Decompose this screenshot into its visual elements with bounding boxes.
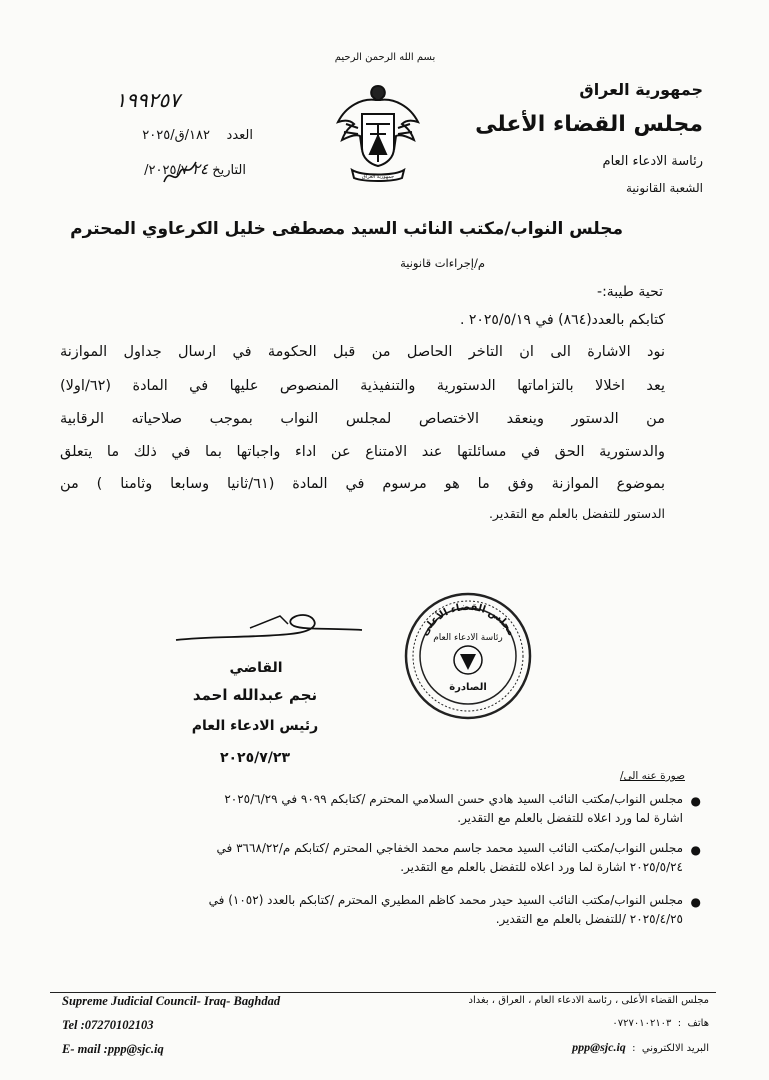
- signature-name: نجم عبدالله احمد: [192, 686, 318, 704]
- footer-ar-email-label: البريد الالكتروني: [641, 1043, 709, 1054]
- country-name: جمهورية العراق: [579, 80, 703, 99]
- seal-bottom-text: الصادرة: [449, 682, 487, 693]
- signature-position: رئيس الادعاء العام: [191, 718, 319, 734]
- body-line: والدستورية الحق في مسائلتها عند الامتناع عن اداء واجباتها بما في ذلك ما يتعلق: [60, 444, 665, 460]
- addressee: مجلس النواب/مكتب النائب السيد مصطفى خليل الكرعاوي المحترم: [70, 219, 623, 239]
- footer-ar-phone: هاتف : ٠٧٢٧٠١٠٢١٠٣: [612, 1018, 709, 1029]
- reference-date-handwritten: ٢٤: [191, 160, 209, 178]
- reference-date-label: التاريخ: [212, 163, 246, 178]
- svg-text:جمهورية العراق: جمهورية العراق: [361, 174, 395, 180]
- greeting: تحية طيبة:-: [597, 284, 663, 300]
- footer-divider: [50, 992, 716, 993]
- basmala: بسم الله الرحمن الرحيم: [334, 52, 436, 63]
- footer-ar-phone-label: هاتف: [687, 1018, 709, 1029]
- reference-number: [88, 128, 253, 143]
- reference-letter: كتابكم بالعدد(٨٦٤) في ٢٠٢٥/٥/١٩ .: [459, 312, 665, 328]
- official-seal-icon: [402, 590, 534, 722]
- presidency-name: رئاسة الادعاء العام: [602, 154, 703, 169]
- cc-item-line1: مجلس النواب/مكتب النائب السيد هادي حسن السلامي المحترم /كتابكم ٩٠٩٩ في ٢٠٢٥/٦/٢٩: [224, 792, 683, 806]
- body-line: من الدستور وينعقد الاختصاص لمجلس النواب بموجب صلاحياته الرقابية: [60, 411, 665, 427]
- handwritten-stamp-number: ١٩٩٢٥٧: [115, 88, 180, 112]
- cc-item-line2: ٢٠٢٥/٥/٢٤ اشارة لما ورد اعلاه للتفضل بالعلم مع التقدير.: [400, 860, 683, 874]
- bullet-icon: ●: [690, 895, 701, 909]
- cc-item: [83, 841, 701, 874]
- footer-ar-email: البريد الالكتروني : ppp@sjc.iq: [572, 1040, 709, 1054]
- body-line: نود الاشارة الى ان التاخر الحاصل من قبل الحكومة في ارسال جداول الموازنة: [60, 344, 665, 360]
- cc-item: [83, 792, 701, 825]
- bullet-icon: ●: [690, 843, 701, 857]
- footer-ar-email-value: ppp@sjc.iq: [572, 1040, 626, 1054]
- cc-item: [83, 893, 701, 926]
- council-name: مجلس القضاء الأعلى: [475, 112, 703, 137]
- signature-scribble-icon: [170, 604, 370, 650]
- cc-item-line1: مجلس النواب/مكتب النائب السيد محمد جاسم محمد الخفاجي المحترم /كتابكم م/٣٦٦٨/٢٢ في: [216, 841, 683, 855]
- footer-ar-phone-value: ٠٧٢٧٠١٠٢١٠٣: [612, 1018, 672, 1029]
- body-line: بموضوع الموازنة وفق ما هو مرسوم في المادة (٦١/ثانيا وسابعا وثامنا ) من: [60, 476, 665, 492]
- body-line: يعد اخلالا بالتزاماتها الدستورية والتنفيذية المنصوص عليها في المادة (٦٢/اولا): [60, 378, 665, 394]
- footer-en-email: E- mail :ppp@sjc.iq: [62, 1042, 164, 1056]
- signature-title: القاضي: [229, 660, 283, 676]
- cc-item-line1: مجلس النواب/مكتب النائب السيد حيدر محمد كاظم المطيري المحترم /كتابكم بالعدد (١٠٥٢) في: [208, 893, 683, 907]
- reference-number-label: العدد: [226, 128, 253, 143]
- seal-top-text: مجلس القضاء الأعلى: [419, 601, 517, 638]
- subject: م/إجراءات قانونية: [400, 256, 485, 270]
- bullet-icon: ●: [690, 794, 701, 808]
- footer-ar-council: مجلس القضاء الأعلى ، رئاسة الادعاء العام ، العراق ، بغداد: [468, 995, 709, 1006]
- footer-en-tel: Tel :07270102103: [62, 1018, 154, 1032]
- division-name: الشعبة القانونية: [625, 181, 703, 195]
- footer-en-council: Supreme Judicial Council- Iraq- Baghdad: [62, 994, 281, 1008]
- iraq-eagle-emblem-icon: [332, 78, 424, 186]
- cc-item-line2: ٢٠٢٥/٤/٢٥ /للتفضل بالعلم مع التقدير.: [495, 912, 683, 926]
- seal-middle-text: رئاسة الادعاء العام: [433, 633, 503, 643]
- cc-heading: صورة عنه الى/: [619, 770, 685, 782]
- cc-item-line2: اشارة لما ورد اعلاه للتفضل بالعلم مع التقدير.: [457, 811, 683, 825]
- reference-date-value: ٢٠٢٥/٧/: [144, 163, 188, 178]
- body-last-line: الدستور للتفضل بالعلم مع التقدير.: [488, 506, 665, 521]
- handwritten-date-scribble-icon: [160, 156, 200, 190]
- signature-date: ٢٠٢٥/٧/٢٣: [219, 750, 291, 766]
- reference-number-value: ١٨٢/ق/٢٠٢٥: [142, 128, 210, 143]
